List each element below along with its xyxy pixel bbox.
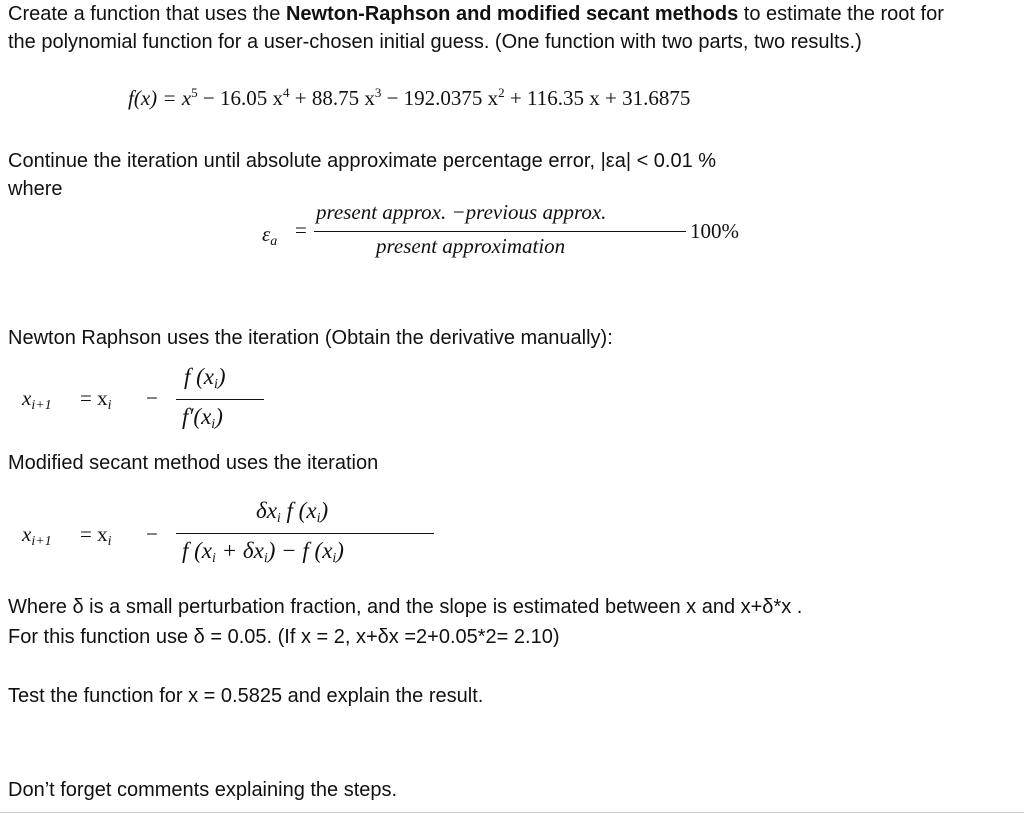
secant-heading: Modified secant method uses the iteration	[8, 452, 379, 474]
secant-x: x	[22, 522, 32, 546]
secant-den-f2: ) − f (x	[267, 538, 333, 563]
poly-exp-4: 4	[282, 85, 290, 100]
poly-term-4: − 192.0375 x	[381, 86, 499, 110]
newton-num-end: )	[217, 364, 226, 389]
polynomial-equation	[128, 86, 690, 111]
newton-den-text: f′(x	[182, 404, 212, 429]
intro-text-end: to estimate the root for	[738, 3, 944, 25]
newton-x: x	[22, 386, 32, 410]
newton-num-sub: i	[214, 377, 218, 392]
methods-emphasis: Newton-Raphson and modified secant methods	[285, 3, 739, 25]
secant-num-dx: δx	[256, 498, 277, 523]
newton-den-end: )	[215, 404, 223, 429]
secant-num-end: )	[320, 498, 329, 523]
secant-lhs-sub: i+1	[31, 534, 52, 549]
secant-fraction-bar	[176, 533, 434, 534]
bottom-divider	[0, 812, 1024, 813]
error-lhs	[262, 222, 277, 247]
stopping-where: where	[8, 178, 63, 200]
poly-term-2: − 16.05 x	[197, 86, 283, 110]
newton-lhs	[22, 386, 52, 411]
secant-den-dx: + δx	[215, 538, 264, 563]
newton-denominator	[182, 404, 223, 430]
secant-num-sub2: i	[316, 511, 321, 526]
error-multiplier: 100%	[690, 219, 739, 243]
secant-den-sub3: i	[332, 551, 337, 566]
poly-exp-3: 3	[374, 85, 382, 100]
error-fraction-bar	[314, 231, 686, 232]
comments-reminder: Don’t forget comments explaining the steps.	[8, 779, 398, 801]
perturbation-line-1: Where δ is a small perturbation fraction, and the slope is estimated between x and x+δ*x .	[8, 596, 803, 618]
intro-line-2: the polynomial function for a user-chosen initial guess. (One function with two parts, two results.)	[8, 31, 862, 53]
newton-heading: Newton Raphson uses the iteration (Obtain the derivative manually):	[8, 327, 613, 349]
test-instruction: Test the function for x = 0.5825 and explain the result.	[8, 685, 484, 707]
newton-fraction-bar	[176, 399, 264, 400]
newton-minus: −	[146, 386, 158, 410]
secant-den-end: )	[336, 538, 344, 563]
secant-minus: −	[146, 522, 158, 546]
newton-rhs-sub: i	[107, 398, 112, 413]
secant-denominator	[182, 538, 344, 564]
newton-num-text: f (x	[184, 364, 215, 389]
secant-rhs-sub: i	[107, 534, 112, 549]
intro-line-1	[8, 0, 944, 28]
newton-eq: = x	[80, 386, 108, 410]
poly-exp-5: 5	[191, 85, 198, 100]
error-numerator: present approx. −previous approx.	[316, 200, 607, 224]
secant-lhs	[22, 522, 52, 547]
newton-den-sub: i	[211, 417, 216, 432]
poly-exp-2: 2	[498, 85, 505, 100]
poly-term-3: + 88.75 x	[289, 86, 375, 110]
poly-term-5: + 116.35 x + 31.6875	[504, 86, 691, 110]
secant-den-f1: f (x	[182, 538, 213, 563]
secant-eq: = x	[80, 522, 108, 546]
perturbation-line-2: For this function use δ = 0.05. (If x = 2, x+δx =2+0.05*2= 2.10)	[8, 626, 560, 648]
newton-rhs	[80, 386, 111, 411]
newton-lhs-sub: i+1	[31, 398, 52, 413]
secant-num-sub1: i	[276, 511, 281, 526]
secant-rhs	[80, 522, 111, 547]
secant-den-sub2: i	[263, 551, 268, 566]
error-equals: =	[295, 218, 307, 242]
epsilon-subscript: a	[270, 234, 278, 249]
secant-numerator	[256, 498, 328, 524]
error-denominator: present approximation	[376, 234, 566, 258]
secant-den-sub1: i	[212, 551, 216, 566]
epsilon-symbol: ε	[262, 222, 271, 246]
stopping-criterion: Continue the iteration until absolute approximate percentage error, |εa| < 0.01 %	[8, 150, 717, 172]
intro-text: Create a function that uses the	[8, 3, 286, 25]
secant-num-f: f (x	[280, 498, 317, 523]
newton-numerator	[184, 364, 226, 390]
poly-lhs: f(x) = x	[128, 86, 192, 110]
